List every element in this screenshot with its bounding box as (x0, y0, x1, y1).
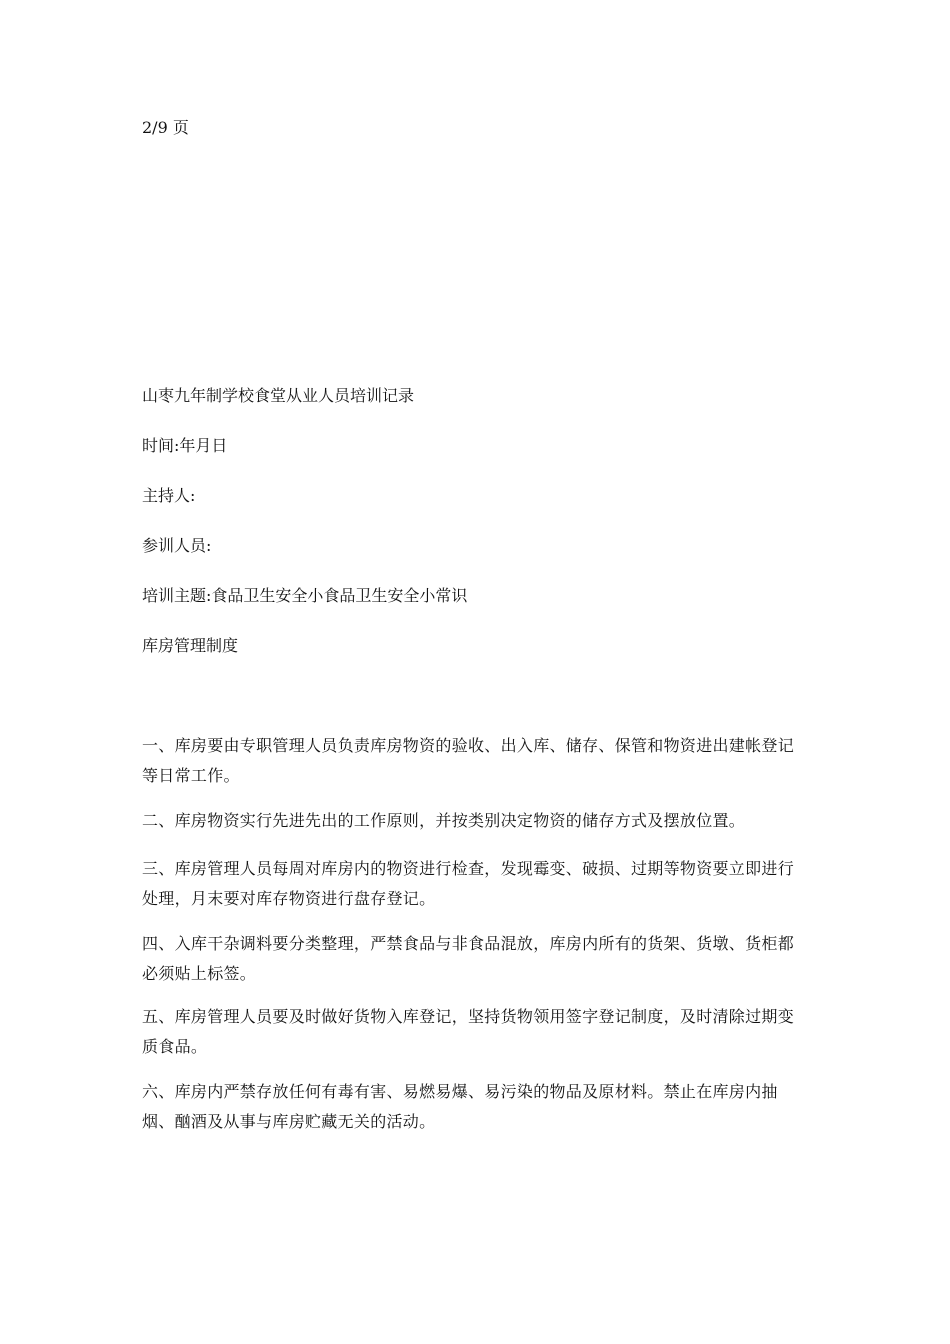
rule-paragraph: 四、入库干杂调料要分类整理，严禁食品与非食品混放，库房内所有的货架、货墩、货柜都必须贴上标签。 (142, 934, 795, 983)
record-topic: 培训主题:食品卫生安全小食品卫生安全小常识 (142, 586, 468, 605)
record-title: 山枣九年制学校食堂从业人员培训记录 (142, 386, 415, 405)
record-participants: 参训人员: (142, 536, 212, 555)
rule-paragraph: 六、库房内严禁存放任何有毒有害、易燃易爆、易污染的物品及原材料。禁止在库房内抽烟、酗酒及从事与库房贮藏无关的活动。 (142, 1082, 778, 1131)
rule-paragraph: 二、库房物资实行先进先出的工作原则，并按类别决定物资的储存方式及摆放位置。 (142, 811, 746, 830)
record-time: 时间:年月日 (142, 436, 228, 455)
rule-paragraph: 五、库房管理人员要及时做好货物入库登记，坚持货物领用签字登记制度，及时清除过期变质食品。 (142, 1007, 795, 1056)
page-indicator: 2/9 页 (142, 118, 189, 137)
rule-paragraph: 三、库房管理人员每周对库房内的物资进行检查，发现霉变、破损、过期等物资要立即进行处理，月末要对库存物资进行盘存登记。 (142, 859, 795, 908)
record-host: 主持人: (142, 486, 196, 505)
rule-paragraph: 一、库房要由专职管理人员负责库房物资的验收、出入库、储存、保管和物资进出建帐登记等日常工作。 (142, 736, 795, 785)
section-title: 库房管理制度 (142, 636, 239, 655)
